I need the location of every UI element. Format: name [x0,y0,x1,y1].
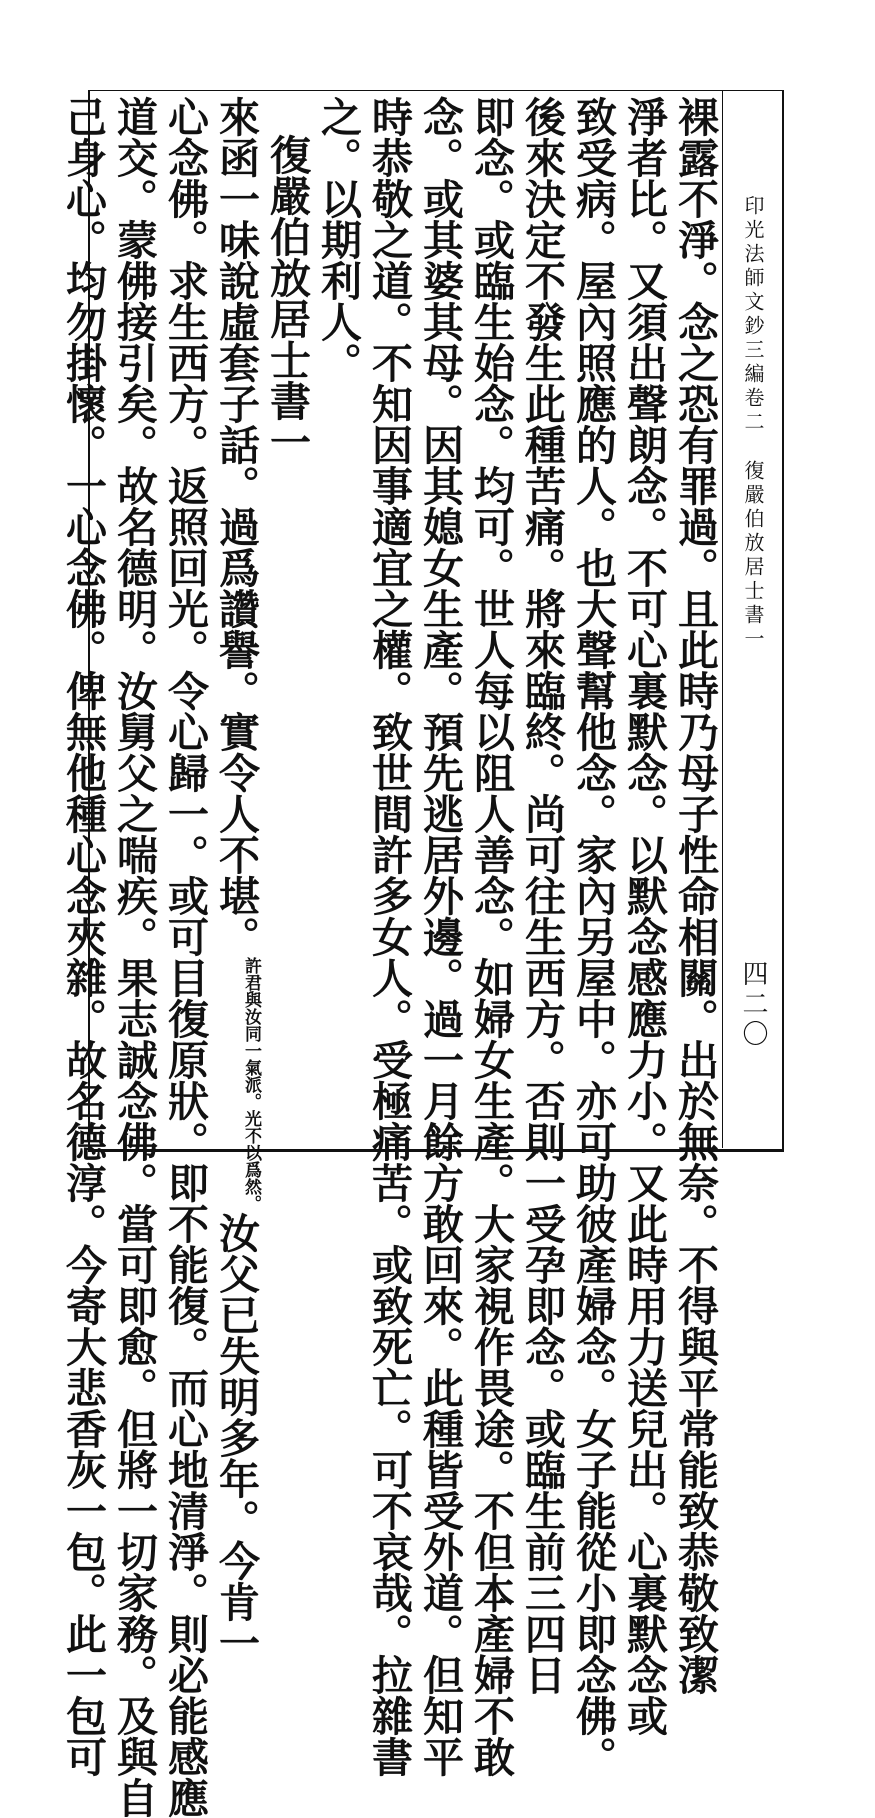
text-column: 淨者比。又須出聲朗念。不可心裏默念。以默念感應力小。又此時用力送兒出。心裏默念或 [620,96,668,1736]
text-column [210,96,261,1663]
text-column: 己身心。均勿掛懷。一心念佛。俾無他種心念夾雜。故名德淳。今寄大悲香灰一包。此一包可 [59,96,107,1777]
text-column: 念。或其婆其母。因其媳女生產。預先逃居外邊。過一月餘方敢回來。此種皆受外道。但知平 [416,96,464,1777]
annotation-note-right: 許君與汝同一氣 [241,957,261,1076]
text-column: 致受病。屋內照應的人。也大聲幫他念。家內另屋中。亦可助彼產婦念。女子能從小即念佛。 [569,96,617,1777]
text-column: 道交。蒙佛接引矣。故名德明。汝舅父之喘疾。果志誠念佛。當可即愈。但將一切家務。及與自 [110,96,158,1818]
text-column: 後來決定不發生此種苦痛。將來臨終。尚可往生西方。否則一受孕即念。或臨生前三四日 [518,96,566,1695]
text-column: 即念。或臨生始念。均可。世人每以阻人善念。如婦女生產。大家視作畏途。不但本產婦不敢 [467,96,515,1777]
letter-heading-text: 復嚴伯放居士書一 [263,134,311,462]
page-number: 四二〇 [738,960,768,1050]
text-column: 之。以期利人。 [314,96,362,383]
letter-text: 來函一味說虛套子話。過爲讚譽。實令人不堪。 [212,96,260,957]
text-column: 心念佛。求生西方。返照回光。令心歸一。或可目復原狀。即不能復。而心地清淨。則必能感應 [161,96,209,1818]
annotation-note-left: 派。光不以爲然。 [241,1076,261,1212]
section-title: 復嚴伯放居士書一 [741,460,765,652]
text-column: 時恭敬之道。不知因事適宜之權。致世間許多女人。受極痛苦。或致死亡。可不哀哉。拉雜書 [365,96,413,1777]
letter-text: 汝父已失明多年。今肯一 [212,1212,260,1663]
book-title: 印光法師文鈔三編卷二 [741,195,765,435]
main-text [59,96,720,1818]
text-column: 裸露不淨。念之恐有罪過。且此時乃母子性命相關。出於無奈。不得與平常能致恭敬致潔 [671,96,719,1695]
letter-heading [261,96,312,1142]
margin-rule [722,90,723,1148]
